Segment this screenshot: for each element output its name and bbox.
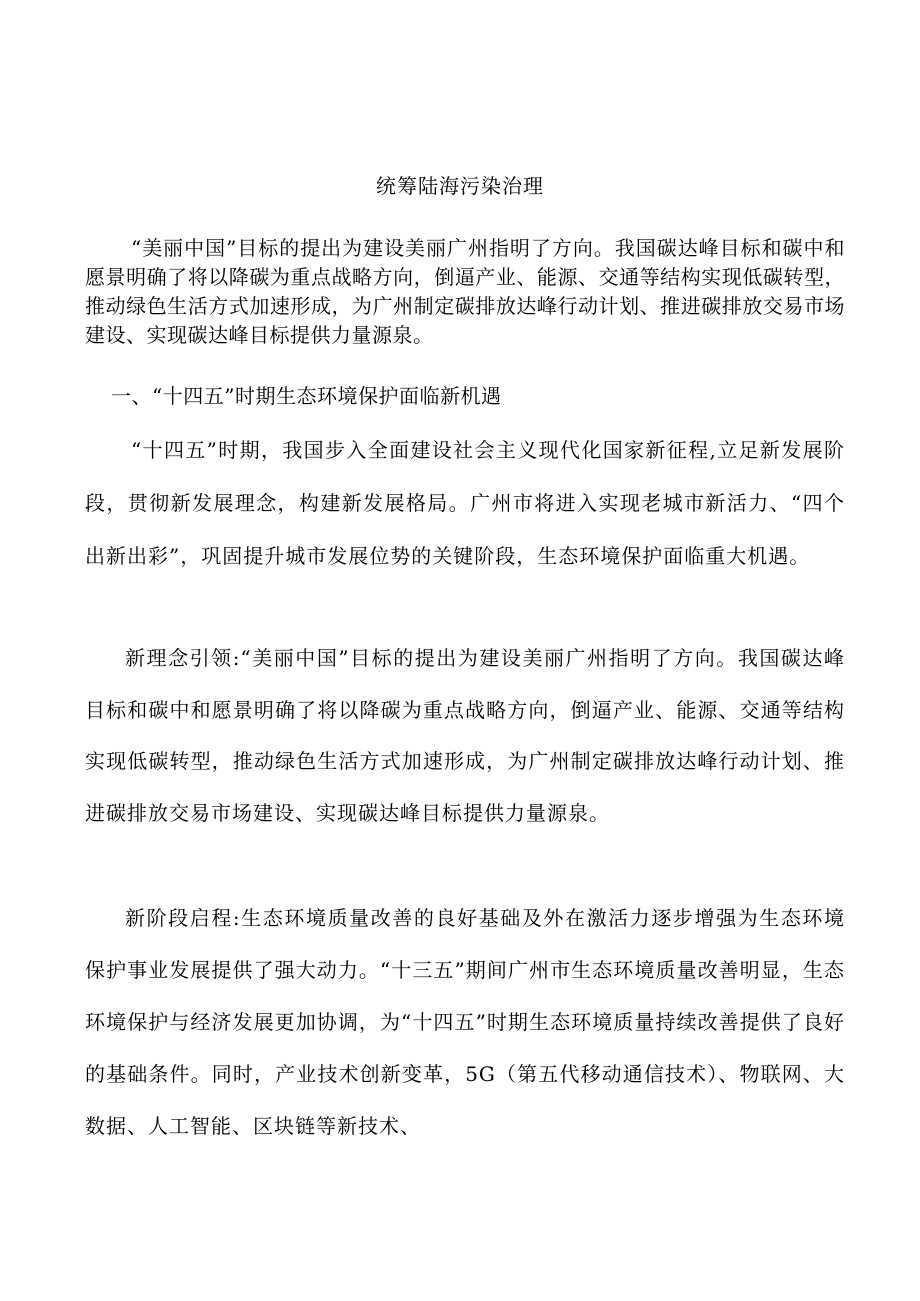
body-paragraph-1: “十四五”时期，我国步入全面建设社会主义现代化国家新征程,立足新发展阶段，贯彻新发展理念，构建新发展格局。广州市将进入实现老城市新活力、“四个出新出彩”，巩固提升城市发展位势的关键阶段，生态环境保护面临重大机遇。 <box>85 438 845 568</box>
section-heading: 一、“十四五”时期生态环境保护面临新机遇 <box>111 384 502 408</box>
intro-paragraph: “美丽中国”目标的提出为建设美丽广州指明了方向。我国碳达峰目标和碳中和愿景明确了将以降碳为重点战略方向，倒逼产业、能源、交通等结构实现低碳转型，推动绿色生活方式加速形成，为广州制定碳排放达峰行动计划、推进碳排放交易市场建设、实现碳达峰目标提供力量源泉。 <box>85 236 845 347</box>
document-title: 统筹陆海污染治理 <box>376 174 544 198</box>
body-paragraph-3: 新阶段启程:生态环境质量改善的良好基础及外在激活力逐步增强为生态环境保护事业发展提供了强大动力。“十三五”期间广州市生态环境质量改善明显，生态环境保护与经济发展更加协调，为“十四五”时期生态环境质量持续改善提供了良好的基础条件。同时，产业技术创新变革，5G（第五代移动通信技术）、物联网、大数据、人工智能、区块链等新技术、 <box>85 906 845 1138</box>
body-paragraph-2: 新理念引领:“美丽中国”目标的提出为建设美丽广州指明了方向。我国碳达峰目标和碳中和愿景明确了将以降碳为重点战略方向，倒逼产业、能源、交通等结构实现低碳转型，推动绿色生活方式加速形成，为广州制定碳排放达峰行动计划、推进碳排放交易市场建设、实现碳达峰目标提供力量源泉。 <box>85 646 845 825</box>
